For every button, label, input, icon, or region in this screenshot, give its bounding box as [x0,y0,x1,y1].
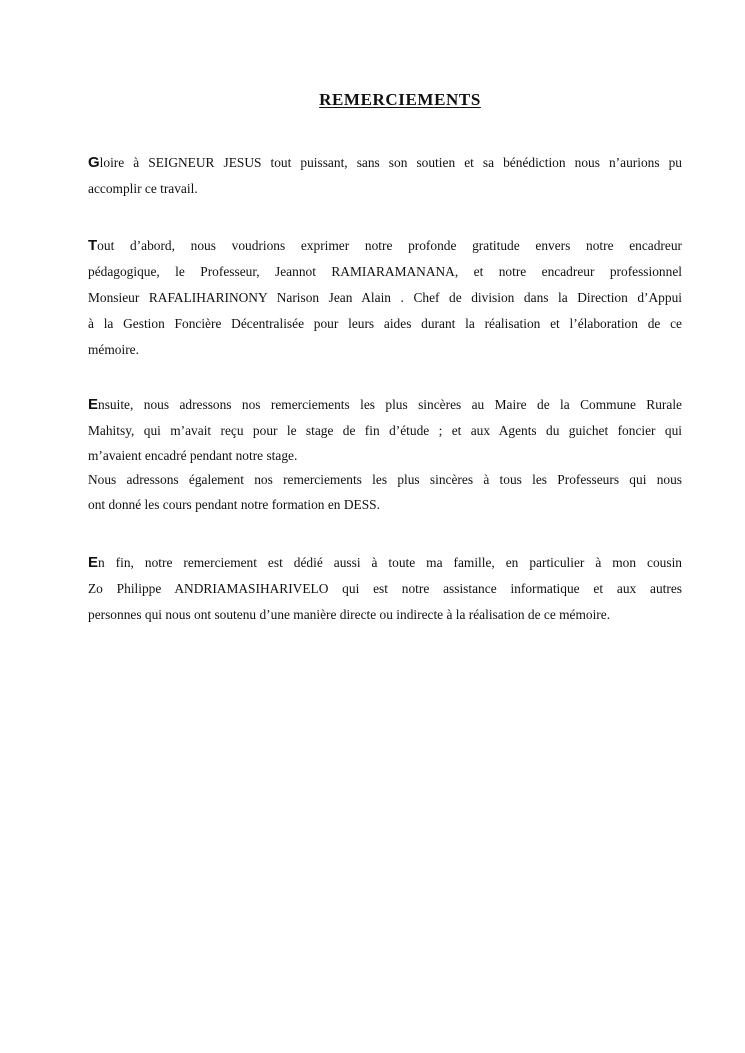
drop-cap: T [88,237,98,254]
paragraph-line: Zo Philippe ANDRIAMASIHARIVELO qui est notre assistance informatique et aux autres [88,581,682,596]
paragraph-line: Mahitsy, qui m’avait reçu pour le stage de fin d’étude ; et aux Agents du guichet foncier qui [88,423,682,438]
paragraph-supervisors [88,233,682,363]
page-title: REMERCIEMENTS [319,90,481,109]
drop-cap: E [88,554,99,571]
paragraph-gratitude-god [88,150,682,202]
paragraph-line: personnes qui nous ont soutenu d’une manière directe ou indirecte à la réalisation de ce mémoire. [88,607,611,622]
paragraph-line: m’avaient encadré pendant notre stage. [88,448,298,463]
paragraph-line: En fin, notre remerciement est dédié aussi à toute ma famille, en particulier à mon cousin [88,554,682,571]
paragraph-mayor-agents [88,392,682,518]
paragraph-line: accomplir ce travail. [88,181,198,196]
paragraph-family [88,550,682,628]
paragraph-line: Gloire à SEIGNEUR JESUS tout puissant, sans son soutien et sa bénédiction nous n’aurions pu [88,154,682,171]
paragraph-line: Monsieur RAFALIHARINONY Narison Jean Alain . Chef de division dans la Direction d’Appui [88,290,682,305]
paragraph-line: Tout d’abord, nous voudrions exprimer notre profonde gratitude envers notre encadreur [88,237,682,254]
drop-cap: G [88,154,100,171]
paragraph-line: à la Gestion Foncière Décentralisée pour leurs aides durant la réalisation et l’élaboration de ce [88,316,682,331]
paragraph-line: Nous adressons également nos remerciements les plus sincères à tous les Professeurs qui nous [88,472,682,487]
drop-cap: E [88,396,99,413]
paragraph-line: pédagogique, le Professeur, Jeannot RAMIARAMANANA, et notre encadreur professionnel [88,264,682,279]
paragraph-line: ont donné les cours pendant notre formation en DESS. [88,497,380,512]
paragraph-line: Ensuite, nous adressons nos remerciements les plus sincères au Maire de la Commune Rurale [88,396,682,413]
paragraph-line: mémoire. [88,342,139,357]
